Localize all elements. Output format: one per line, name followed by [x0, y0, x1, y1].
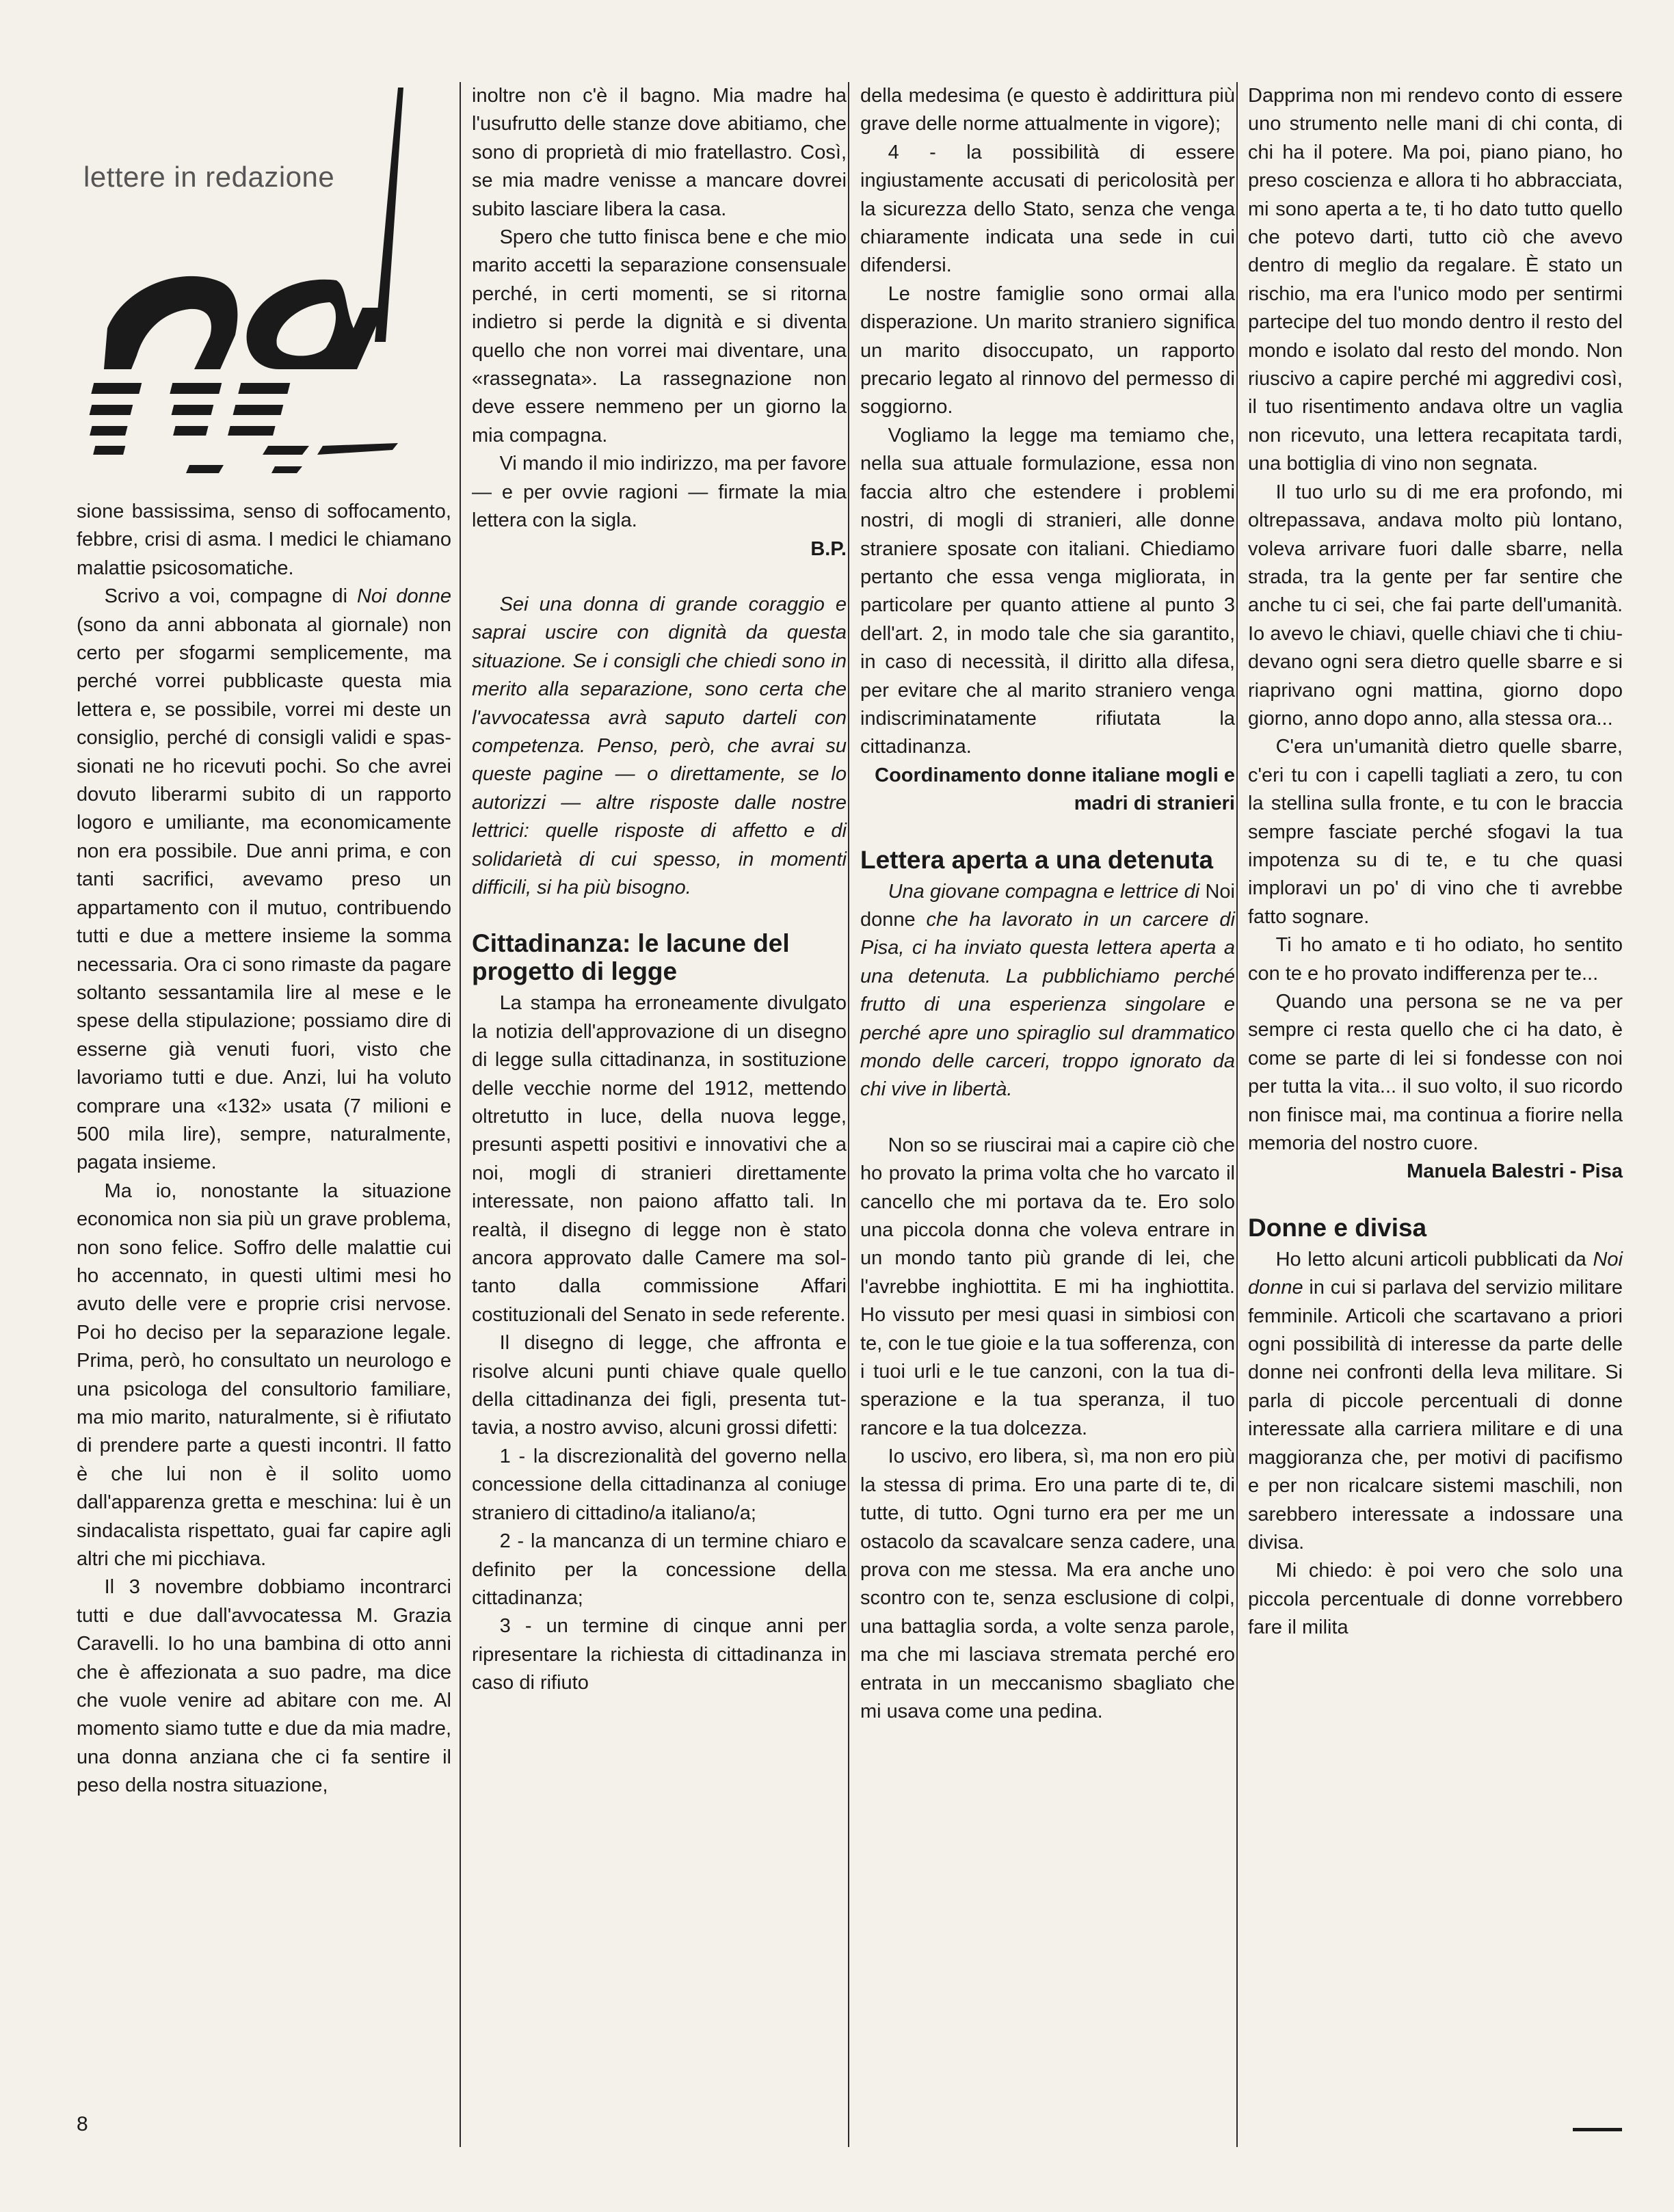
nd-logo-icon — [77, 82, 451, 492]
paragraph: Dapprima non mi rendevo conto di essere uno strumento nelle mani di chi conta, di chi ha il potere. Ma poi, piano piano, ho preso coscienza e allora ti ho abbracciata, mi sono aperta a te, ti ho dato tutto quello che potevo darti, tutto ciò che avevo dentro di meglio da regalare. È stato un rischio, ma era l'unico modo per sentirmi partecipe del tuo mondo dentro il resto del mondo e isolato dal resto del mondo. Non riuscivo a capire perché mi aggredivi così, il tuo risentimento andava oltre un vaglia non ricevuto, una lettera recapitata tardi, una bottiglia di vino non segnata. — [1248, 85, 1623, 475]
letter-signature: Coordinamento donne italiane mogli e madri di stranieri — [875, 764, 1235, 815]
letter-signature: B.P. — [810, 537, 847, 560]
paragraph: Il tuo urlo su di me era profondo, mi oltrepassava, andava molto più lontano, voleva arrivare fuori dalle sbarre, nella strada, tra la gente per far sentire che anche tu ci sei, che fai parte dell'umanità. Io avevo le chiavi, quelle chiavi che ti chiudevano ogni sera dietro quelle sbarre e si riaprivano ogni mattina, giorno dopo giorno, anno dopo anno, alla stessa ora... — [1248, 481, 1623, 730]
spacer — [472, 563, 847, 591]
paragraph: Ti ho amato e ti ho odiato, ho sentito con te e ho provato indifferenza per te... — [1248, 934, 1623, 985]
paragraph: Io uscivo, ero libera, sì, ma non ero più la stessa di prima. Ero una parte di te, di tutte, di tutto. Ogni turno era per me un ostacolo da scavalcare senza cadere, una prova con me stessa. Ma era anche uno scontro con te, senza esclusione di colpi, una battaglia sorda, a volte senza parole, ma che mi lasciava stremata perché ero entrata in un meccanismo sbagliato che mi usava come una pedina. — [860, 1445, 1235, 1722]
article-intro: Una giovane compagna e lettrice di Noi donne che ha lavorato in un carcere di Pisa, ci ha inviato questa lettera aperta a una detenuta. La pubblichiamo perché frutto di una esperienza singolare e perché apre uno spiraglio sul drammatico mondo delle carceri, troppo ignorato da chi vive in libertà. — [860, 880, 1235, 1101]
paragraph: Vi mando il mio indirizzo, ma per favore — e per ovvie ragioni — firmate la mia lettera con la sigla. — [472, 453, 847, 532]
column-2 — [472, 82, 847, 1698]
paragraph: La stampa ha erroneamente divulgato la notizia dell'approvazione di un disegno di legge sulla cittadinanza, in sostituzione delle vecchie norme del 1912, mettendo oltretutto in luce, della nuova legge, presunti aspetti positivi e innovativi che a noi, mogli di stranieri direttamente interessate, non paiono affatto tali. In realtà, il disegno di legge non è stato ancora approvato dalle Camere ma soltanto dalla commissione Affari costituzionali del Senato in sede referente. — [472, 992, 847, 1326]
paragraph: sione bassissima, senso di soffocamento, febbre, crisi di asma. I medici le chiamano malattie psicosomatiche. — [77, 501, 451, 579]
editorial-reply: Sei una donna di grande coraggio e saprai uscire con dignità da questa situazione. Se i consigli che chiedi sono in merito alla separazione, sono certa che l'avvocatessa avrà saputo darteli con competenza. Penso, però, che avrai su queste pagine — o direttamente, se lo autorizzi — altre risposte dalle nostre lettrici: quelle risposte di affetto e di solidarietà di cui spesso, in momenti difficili, si ha più bisogno. — [472, 593, 847, 898]
paragraph: Le nostre famiglie sono ormai alla disperazione. Un marito straniero significa un marito disoccupato, un rapporto precario legato al rinnovo del permesso di soggiorno. — [860, 282, 1235, 418]
paragraph: Scrivo a voi, compagne di Noi donne (sono da anni abbonata al giornale) non certo per sfogarmi semplicemente, ma perché vorrei pubblicaste questa mia lettera e, se possibile, vorrei mi deste un consiglio, perché di consigli validi e spassionati ne ho ricevuti pochi. So che avrei dovuto liberarmi subito di un rapporto logoro e umiliante, ma economicamente non era possibile. Due anni prima, e con tanti sacrifici, avevamo preso un appartamento con il mutuo, contribuendo tutti e due a mettere insieme la somma necessaria. Ora ci sono rimaste da pagare soltanto sessantamila lire al mese e le spese della stipulazione; possiamo dire di esserne già venuti fuori, visto che lavoriamo tutti e due. Anzi, lui ha voluto comprare una «132» usata (7 milioni e 500 mila lire), sempre, naturalmente, pagata insieme. — [77, 585, 451, 1174]
list-item: 2 - la mancanza di un termine chiaro e definito per la concessione della cittadinanza; — [472, 1530, 847, 1609]
paragraph: Ma io, nonostante la situazione economica non sia più un grave problema, non sono felice. Soffro delle malattie cui ho accennato, in questi ultimi mesi ho avuto delle vere e proprie crisi nervose. Poi ho deciso per la separazione legale. Prima, però, ho consultato un neurologo e una psicologa del consultorio familiare, ma mio marito, naturalmente, si è rifiutato di prendere parte a questi incontri. Il fatto è che lui non è il solito uomo dall'apparenza gretta e meschina: lui è un sindacalista rispettato, guai far capire agli altri che mi picchiava. — [77, 1180, 451, 1571]
column-divider — [848, 82, 849, 2147]
paragraph: Ho letto alcuni articoli pubblicati da Noi donne in cui si parlava del servizio militare femminile. Articoli che scartavano a priori ogni possibilità di interesse da parte delle donne nei confronti della leva militare. Si parla di piccole percentuali di donne interessate alla carriera militare e di una maggioranza che, per motivi di pacifismo e per non ricalcare sistemi maschili, non sarebbero interessate a indossare una divisa. — [1248, 1248, 1623, 1554]
list-item: della medesima (e questo è addirittura più grave delle norme attualmente in vigore); — [860, 85, 1235, 135]
list-item: 4 - la possibilità di essere ingiustamente accusati di pericolosità per la sicurezza dello Stato, senza che venga chiaramente indicata una sede in cui difendersi. — [860, 141, 1235, 277]
list-item: 3 - un termine di cinque anni per ripresentare la richiesta di cittadinanza in caso di rifiuto — [472, 1615, 847, 1694]
continuation-mark — [1573, 2128, 1622, 2131]
letter-signature: Manuela Balestri - Pisa — [1407, 1160, 1623, 1183]
paragraph: C'era un'umanità dietro quelle sbarre, c'eri tu con i capelli tagliati a zero, tu con la stellina sulla fronte, e tu con le braccia sempre fasciate perché sfogavi la tua impotenza su di te, e tu che quasi imploravi un po' di vino che ti avrebbe fatto sognare. — [1248, 736, 1623, 928]
article-heading: Donne e divisa — [1248, 1213, 1427, 1242]
column-3 — [860, 82, 1235, 1726]
column-divider — [1236, 82, 1238, 2147]
paragraph: Il 3 novembre dobbiamo incontrarci tutti e due dall'avvocatessa M. Grazia Caravelli. Io ho una bambina di otto anni che è affezionata a suo padre, ma dice che vuole venire ad abitare con me. Al momento siamo tutte e due da mia madre, una donna anziana che ci fa sentire il peso della nostra situazione, — [77, 1576, 451, 1797]
paragraph: Mi chiedo: è poi vero che solo una piccola percentuale di donne vorrebbero fare il milita — [1248, 1560, 1623, 1639]
column-4 — [1248, 82, 1623, 1642]
column-1 — [77, 82, 451, 1800]
article-heading: Lettera aperta a una detenuta — [860, 845, 1214, 874]
column-divider — [460, 82, 461, 2147]
paragraph: Quando una persona se ne va per sempre ci resta quello che ci ha dato, è come se parte di lei si fondesse con noi per tutta la vita... il suo volto, il suo ricordo non finisce mai, ma continua a fiorire nella memoria del nostro cuore. — [1248, 991, 1623, 1155]
paragraph: Non so se riuscirai mai a capire ciò che ho provato la prima volta che ho varcato il cancello che mi portava da te. Ero solo una piccola donna che voleva entrare in un mondo tanto più grande di lei, che l'avrebbe inghiottita. E mi ha inghiottita. Ho vissuto per mesi quasi in simbiosi con te, con le tue gioie e la tua sofferenza, con i tuoi urli e le tue canzoni, con la tua disperazione e la tua speranza, il tuo rancore e la tua dolcezza. — [860, 1134, 1235, 1439]
page-number: 8 — [77, 2113, 88, 2135]
section-rubric: lettere in redazione — [83, 161, 335, 193]
masthead — [77, 82, 451, 492]
spacer — [860, 1104, 1235, 1132]
paragraph: inoltre non c'è il bagno. Mia madre ha l'usufrutto delle stanze dove abitiamo, che sono di proprietà di mio fratellastro. Così, se mia madre venisse a mancare dovrei subito lasciare libera la casa. — [472, 85, 847, 220]
article-heading: Cittadinanza: le lacune del progetto di legge — [472, 929, 790, 986]
paragraph: Il disegno di legge, che affronta e risolve alcuni punti chiave quale quello della cittadinanza dei figli, presenta tuttavia, a nostro avviso, alcuni grossi difetti: — [472, 1332, 847, 1439]
paragraph: Vogliamo la legge ma temiamo che, nella sua attuale formulazione, essa non faccia altro che estendere i problemi nostri, di mogli di stranieri, alle donne straniere sposate con italiani. Chiediamo pertanto che essa venga migliorata, in particolare per quanto attiene al punto 3 dell'art. 2, in modo tale che sia garantito, in caso di necessità, il diritto alla difesa, per evitare che al marito straniero venga indiscriminatamente rifiutata la cittadinanza. — [860, 424, 1235, 758]
list-item: 1 - la discrezionalità del governo nella concessione della cittadinanza al coniuge straniero di cittadino/a italiano/a; — [472, 1445, 847, 1524]
paragraph: Spero che tutto finisca bene e che mio marito accetti la separazione consensuale perché, in certi momenti, se si ritorna indietro si perde la dignità e si diventa quello che non vorrei mai diventare, una «rassegnata». La rassegnazione non deve essere nemmeno per un giorno la mia compagna. — [472, 226, 847, 447]
